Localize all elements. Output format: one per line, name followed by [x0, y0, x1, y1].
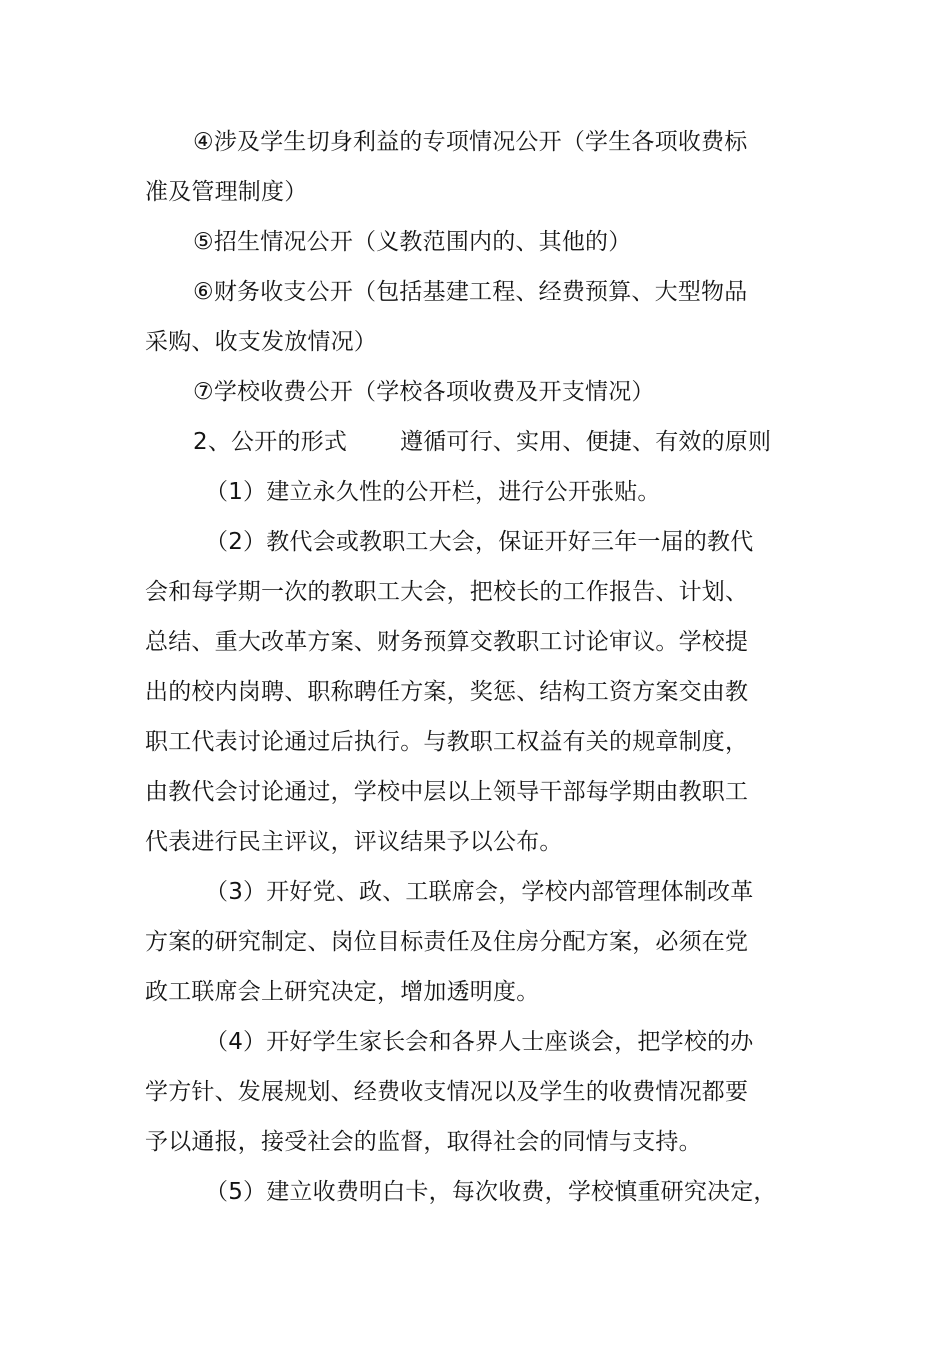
text-line: ⑥财务收支公开（包括基建工程、经费预算、大型物品 — [193, 279, 748, 305]
text-line: ④涉及学生切身利益的专项情况公开（学生各项收费标 — [193, 129, 748, 155]
text-line: 准及管理制度） — [145, 179, 308, 205]
text-line: 方案的研究制定、岗位目标责任及住房分配方案，必须在党 — [145, 929, 749, 955]
text-line: （1）建立永久性的公开栏，进行公开张贴。 — [205, 479, 661, 505]
section-heading: 2、公开的形式 — [193, 429, 348, 455]
text-line: 总结、重大改革方案、财务预算交教职工讨论审议。学校提 — [145, 629, 749, 655]
text-line: 职工代表讨论通过后执行。与教职工权益有关的规章制度， — [145, 729, 749, 755]
text-line: （4）开好学生家长会和各界人士座谈会，把学校的办 — [205, 1029, 754, 1055]
text-line: 会和每学期一次的教职工大会，把校长的工作报告、计划、 — [145, 579, 749, 605]
text-line: （3）开好党、政、工联席会，学校内部管理体制改革 — [205, 879, 754, 905]
text-line: 予以通报，接受社会的监督，取得社会的同情与支持。 — [145, 1129, 702, 1155]
text-line: ⑤招生情况公开（义教范围内的、其他的） — [193, 229, 632, 255]
text-line: 代表进行民主评议，评议结果予以公布。 — [145, 829, 563, 855]
text-line: 出的校内岗聘、职称聘任方案，奖惩、结构工资方案交由教 — [145, 679, 749, 705]
section-principle: 遵循可行、实用、便捷、有效的原则 — [400, 429, 772, 455]
text-line: （2）教代会或教职工大会，保证开好三年一届的教代 — [205, 529, 754, 555]
text-line: ⑦学校收费公开（学校各项收费及开支情况） — [193, 379, 655, 405]
text-line: 采购、收支发放情况） — [145, 329, 377, 355]
text-line: 由教代会讨论通过，学校中层以上领导干部每学期由教职工 — [145, 779, 749, 805]
text-line: 政工联席会上研究决定，增加透明度。 — [145, 979, 540, 1005]
text-line: 学方针、发展规划、经费收支情况以及学生的收费情况都要 — [145, 1079, 749, 1105]
text-line: （5）建立收费明白卡，每次收费，学校慎重研究决定， — [205, 1179, 777, 1205]
